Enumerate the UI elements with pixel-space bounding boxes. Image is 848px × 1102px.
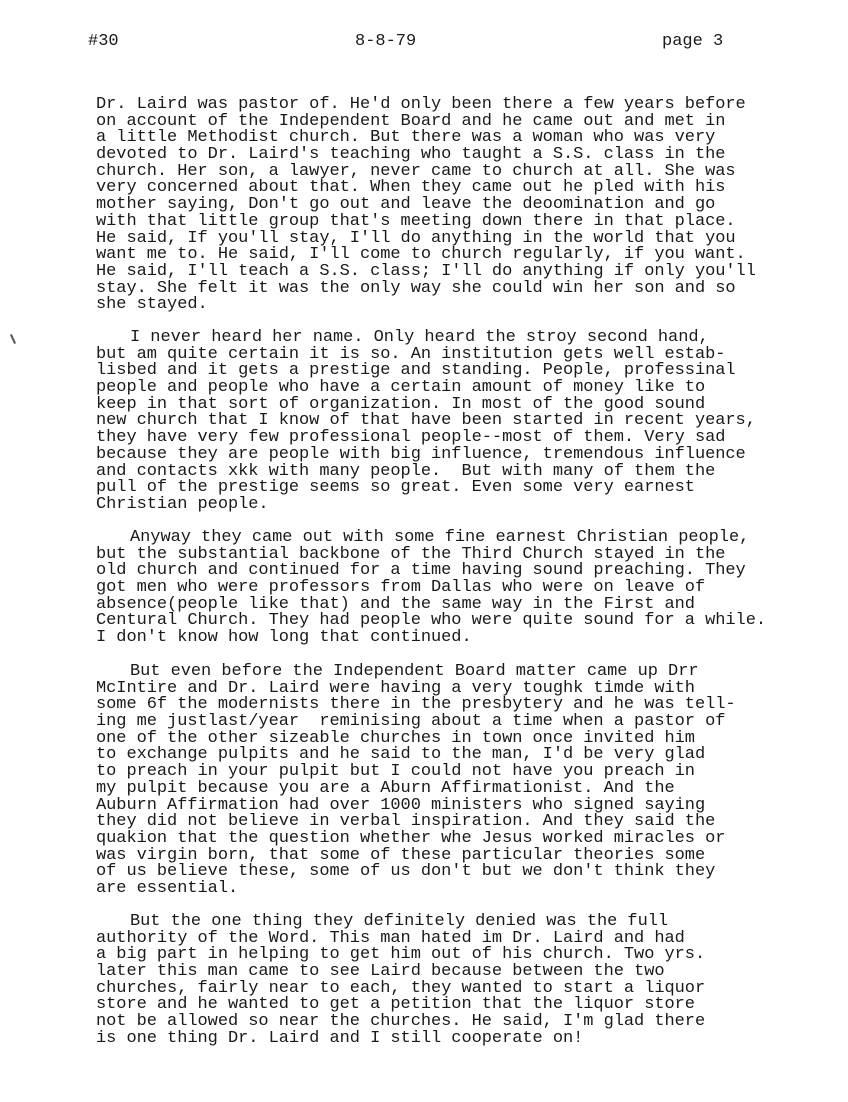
text-line: mother saying, Don't go out and leave the deoomination and go	[96, 195, 716, 215]
paragraph-2	[96, 330, 836, 514]
text-line: Auburn Affirmation had over 1000 ministers who signed saying	[96, 795, 706, 815]
page-number: page 3	[662, 32, 724, 51]
text-line: are essential.	[96, 878, 239, 898]
text-line: with that little group that's meeting down there in that place.	[96, 211, 736, 231]
text-line: store and he wanted to get a petition that the liquor store	[96, 995, 695, 1015]
document-number: #30	[88, 32, 119, 51]
document-date: 8-8-79	[355, 32, 417, 51]
paragraph-4	[96, 664, 836, 898]
text-line: new church that I know of that have been started in recent years,	[96, 411, 756, 431]
text-line: a big part in helping to get him out of his church. Two yrs.	[96, 945, 706, 965]
text-line: to preach in your pulpit but I could not have you preach in	[96, 762, 695, 782]
text-line: McIntire and Dr. Laird were having a very toughk timde with	[96, 678, 695, 698]
text-line: is one thing Dr. Laird and I still cooperate on!	[96, 1028, 584, 1048]
text-line: to exchange pulpits and he said to the man, I'd be very glad	[96, 745, 706, 765]
text-line: on account of the Independent Board and he came out and met in	[96, 111, 726, 131]
text-line: devoted to Dr. Laird's teaching who taught a S.S. class in the	[96, 145, 726, 165]
text-line: absence(people like that) and the same way in the First and	[96, 594, 695, 614]
text-line: Anyway they came out with some fine earnest Christian people,	[130, 528, 750, 547]
text-line: some 6f the modernists there in the presbytery and he was tell-	[96, 695, 736, 715]
text-line: He said, I'll teach a S.S. class; I'll do anything if only you'll	[96, 261, 756, 281]
text-line: old church and continued for a time having sound preaching. They	[96, 561, 746, 581]
text-line: authority of the Word. This man hated im Dr. Laird and had	[96, 928, 685, 948]
text-line: she stayed.	[96, 295, 208, 315]
text-line: He said, If you'll stay, I'll do anything in the world that you	[96, 228, 736, 248]
text-line: Centural Church. They had people who were quite sound for a while.	[96, 611, 767, 631]
text-line: But even before the Independent Board matter came up Drr	[130, 662, 699, 681]
text-line: later this man came to see Laird because between the two	[96, 962, 665, 982]
text-line: but the substantial backbone of the Third Church stayed in the	[96, 544, 726, 564]
text-line: I don't know how long that continued.	[96, 628, 472, 648]
text-line: quakion that the question whether whe Jesus worked miracles or	[96, 828, 726, 848]
text-line: of us believe these, some of us don't but we don't think they	[96, 862, 716, 882]
text-line: people and people who have a certain amount of money like to	[96, 378, 706, 398]
text-line: keep in that sort of organization. In most of the good sound	[96, 394, 706, 414]
text-line: a little Methodist church. But there was a woman who was very	[96, 128, 716, 148]
paragraph-1	[96, 97, 836, 314]
text-line: churches, fairly near to each, they wanted to start a liquor	[96, 978, 706, 998]
text-line: one of the other sizeable churches in town once invited him	[96, 728, 695, 748]
text-line: because they are people with big influence, tremendous influence	[96, 444, 746, 464]
text-line: lisbed and it gets a prestige and standing. People, professinal	[96, 361, 736, 381]
text-line: I never heard her name. Only heard the stroy second hand,	[130, 328, 709, 347]
text-line: But the one thing they definitely denied was the full	[130, 912, 669, 931]
text-line: stay. She felt it was the only way she could win her son and so	[96, 278, 736, 298]
text-line: church. Her son, a lawyer, never came to church at all. She was	[96, 161, 736, 181]
margin-mark	[10, 334, 16, 344]
text-line: they did not believe in verbal inspiration. And they said the	[96, 812, 716, 832]
text-line: got men who were professors from Dallas who were on leave of	[96, 578, 706, 598]
text-line: but am quite certain it is so. An institution gets well estab-	[96, 344, 726, 364]
text-line: Christian people.	[96, 494, 269, 514]
text-line: very concerned about that. When they came out he pled with his	[96, 178, 726, 198]
text-line: my pulpit because you are a Aburn Affirmationist. And the	[96, 778, 675, 798]
paragraph-3	[96, 530, 836, 647]
text-line: Dr. Laird was pastor of. He'd only been there a few years before	[96, 95, 746, 114]
text-line: pull of the prestige seems so great. Even some very earnest	[96, 478, 695, 498]
text-line: was virgin born, that some of these particular theories some	[96, 845, 706, 865]
text-line: want me to. He said, I'll come to church regularly, if you want.	[96, 245, 746, 265]
text-line: not be allowed so near the churches. He said, I'm glad there	[96, 1012, 706, 1032]
text-line: and contacts xkk with many people. But with many of them the	[96, 461, 716, 481]
text-line: they have very few professional people--most of them. Very sad	[96, 428, 726, 448]
text-line: ing me justlast/year reminising about a time when a pastor of	[96, 712, 726, 732]
paragraph-5	[96, 914, 836, 1048]
